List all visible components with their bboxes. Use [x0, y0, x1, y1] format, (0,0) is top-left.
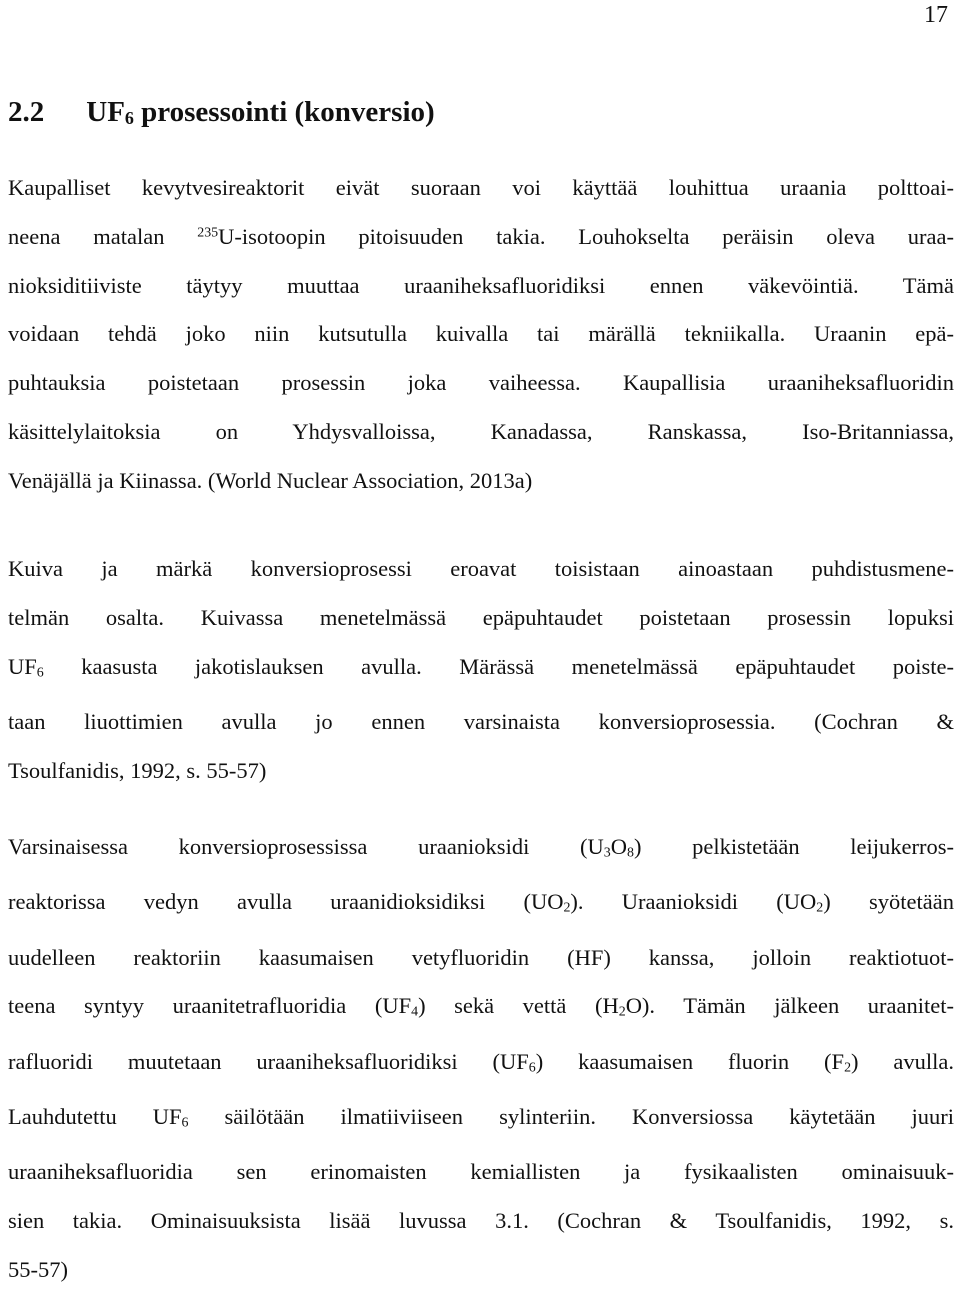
- text-run: O: [610, 834, 627, 859]
- paragraph-1: [8, 164, 954, 506]
- text-run: teena syntyy uraanitetrafluoridia (UF: [8, 993, 412, 1019]
- text-run: reaktorissa vedyn avulla uraanidioksidiksi (UO: [8, 889, 564, 915]
- text-run: neena matalan: [8, 223, 198, 249]
- heading-text-post: prosessointi (konversio): [133, 96, 435, 128]
- text-run: Lauhdutettu UF: [8, 1103, 182, 1129]
- paragraph-line: [8, 643, 954, 698]
- paragraph-line: uudelleen reaktoriin kaasumaisen vetyfluoridin (HF) kanssa, jolloin reaktiotuot-: [8, 944, 954, 970]
- paragraph-line: Tsoulfanidis, 1992, s. 55-57): [8, 757, 267, 783]
- text-run: rafluoridi muutetaan uraaniheksafluoridiksi (UF: [8, 1048, 529, 1074]
- subscript: 2: [563, 900, 571, 916]
- paragraph-line: nioksiditiiviste täytyy muuttaa uraaniheksafluoridiksi ennen väkevöintiä. Tämä: [8, 272, 954, 298]
- section-heading: [8, 96, 435, 129]
- subscript: 2: [844, 1060, 852, 1076]
- page-number: 17: [924, 2, 948, 28]
- text-run: U-isotoopin pitoisuuden takia. Louhokselta peräisin oleva uraa-: [218, 223, 954, 249]
- paragraph-line: [8, 982, 954, 1037]
- paragraph-line: [8, 1038, 954, 1093]
- heading-text-pre: UF: [86, 96, 125, 128]
- paragraph-line: uraaniheksafluoridia sen erinomaisten kemiallisten ja fysikaalisten ominaisuuk-: [8, 1159, 954, 1185]
- subscript: 3: [603, 845, 611, 861]
- heading-subscript: 6: [124, 108, 134, 129]
- paragraph-line: puhtauksia poistetaan prosessin joka vaiheessa. Kaupallisia uraaniheksafluoridin: [8, 370, 954, 396]
- paragraph-line: Kuiva ja märkä konversioprosessi eroavat toisistaan ainoastaan puhdistusmene-: [8, 556, 954, 581]
- section-number: 2.2: [8, 96, 45, 128]
- text-run: kaasusta jakotislauksen avulla. Märässä menetelmässä epäpuhtaudet poiste-: [43, 653, 954, 679]
- paragraph-line: telmän osalta. Kuivassa menetelmässä epäpuhtaudet poistetaan prosessin lopuksi: [8, 604, 954, 630]
- text-run: O). Tämän jälkeen uraanitet-: [625, 993, 954, 1019]
- paragraph-line: käsittelylaitoksia on Yhdysvalloissa, Kanadassa, Ranskassa, Iso-Britanniassa,: [8, 418, 954, 444]
- paragraph-line: [8, 878, 954, 933]
- paragraph-line: 55-57): [8, 1256, 68, 1282]
- subscript: 6: [528, 1060, 536, 1076]
- paragraph-line: [8, 1093, 954, 1148]
- paragraph-3: [8, 823, 954, 1295]
- subscript: 2: [816, 900, 824, 916]
- text-run: ) kaasumaisen fluorin (F: [535, 1048, 845, 1074]
- paragraph-line: [8, 823, 954, 878]
- text-run: ) pelkistetään leijukerros-: [633, 834, 955, 859]
- paragraph-line: taan liuottimien avulla jo ennen varsinaista konversioprosessia. (Cochran &: [8, 708, 954, 734]
- text-run: säilötään ilmatiiviiseen sylinteriin. Konversiossa käytetään juuri: [188, 1103, 954, 1129]
- subscript: 4: [411, 1004, 419, 1020]
- paragraph-line: Kaupalliset kevytvesireaktorit eivät suoraan voi käyttää louhittua uraania polttoai-: [8, 175, 954, 200]
- subscript: 2: [618, 1004, 626, 1020]
- text-run: Varsinaisessa konversioprosessissa uraanioksidi (U: [8, 834, 604, 859]
- subscript: 6: [36, 665, 44, 681]
- subscript: 6: [181, 1115, 189, 1131]
- subscript: 8: [626, 845, 634, 861]
- paragraph-line: Venäjällä ja Kiinassa. (World Nuclear Association, 2013a): [8, 467, 533, 493]
- text-run: ) sekä vettä (H: [418, 993, 619, 1019]
- paragraph-line: voidaan tehdä joko niin kutsutulla kuivalla tai märällä tekniikalla. Uraanin epä-: [8, 321, 954, 347]
- paragraph-line: [8, 213, 954, 262]
- text-run: ) syötetään: [823, 889, 954, 915]
- text-run: ) avulla.: [851, 1048, 954, 1074]
- paragraph-2: [8, 545, 954, 795]
- paragraph-line: sien takia. Ominaisuuksista lisää luvussa 3.1. (Cochran & Tsoulfanidis, 1992, s.: [8, 1208, 954, 1234]
- superscript: 235: [197, 225, 219, 241]
- text-run: UF: [8, 653, 37, 679]
- text-run: ). Uraanioksidi (UO: [570, 889, 817, 915]
